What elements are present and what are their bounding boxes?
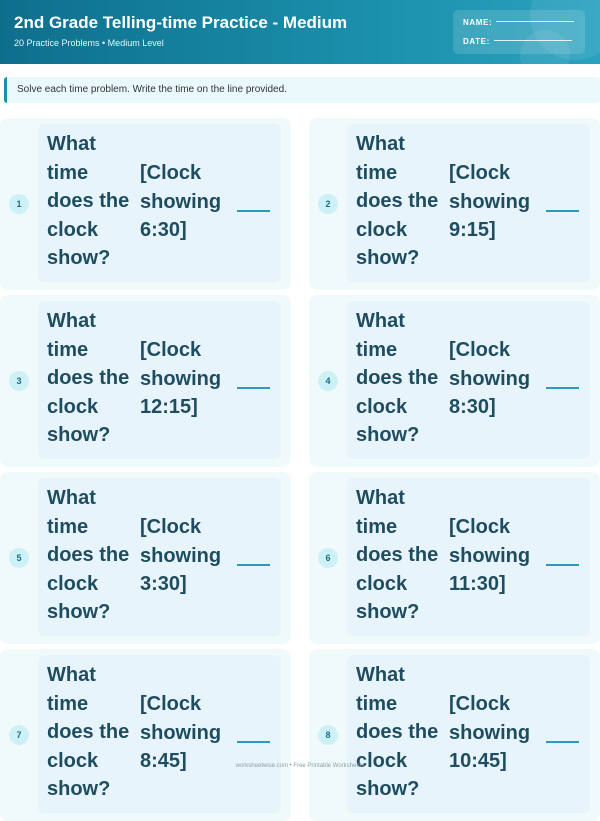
clock-line: 10:45] bbox=[449, 750, 507, 773]
problem-number-badge: 3 bbox=[9, 371, 29, 391]
clock-line: [Clock bbox=[449, 516, 511, 538]
question-line: clock bbox=[47, 218, 99, 241]
name-label: NAME: bbox=[463, 18, 493, 27]
clock-placeholder bbox=[140, 336, 232, 422]
instructions-banner bbox=[4, 77, 600, 103]
question-text bbox=[47, 661, 137, 804]
question-line: What bbox=[47, 310, 96, 332]
problem-number-badge: 6 bbox=[318, 548, 338, 568]
name-row bbox=[463, 18, 574, 27]
clock-line: 8:30] bbox=[449, 396, 496, 419]
question-text bbox=[356, 661, 446, 804]
clock-line: 9:15] bbox=[449, 219, 496, 242]
question-line: time bbox=[356, 692, 398, 715]
question-line: show? bbox=[356, 424, 420, 447]
page-title: 2nd Grade Telling-time Practice - Medium bbox=[14, 13, 348, 32]
clock-placeholder bbox=[449, 513, 541, 599]
clock-line: [Clock bbox=[140, 339, 202, 361]
answer-underline bbox=[237, 380, 270, 389]
answer-line[interactable] bbox=[237, 557, 271, 566]
problem-card bbox=[309, 118, 600, 290]
clock-line: showing bbox=[140, 721, 222, 744]
question-line: show? bbox=[47, 601, 111, 624]
question-line: show? bbox=[356, 247, 420, 270]
answer-line[interactable] bbox=[237, 380, 271, 389]
answer-underline bbox=[546, 380, 579, 389]
question-text bbox=[356, 130, 446, 273]
question-text bbox=[47, 484, 137, 627]
question-line: does the bbox=[356, 721, 439, 744]
worksheet-header bbox=[0, 0, 600, 64]
answer-underline bbox=[546, 734, 579, 743]
question-line: show? bbox=[356, 601, 420, 624]
question-line: does the bbox=[47, 190, 130, 213]
problem-number-badge: 7 bbox=[9, 725, 29, 745]
question-line: time bbox=[356, 338, 398, 361]
clock-line: showing bbox=[449, 190, 531, 213]
clock-line: 3:30] bbox=[140, 573, 187, 596]
answer-line[interactable] bbox=[237, 203, 271, 212]
question-line: What bbox=[47, 133, 96, 155]
clock-line: [Clock bbox=[140, 516, 202, 538]
answer-underline bbox=[546, 203, 579, 212]
answer-underline bbox=[237, 203, 270, 212]
question-line: show? bbox=[356, 778, 420, 801]
instructions-text: Solve each time problem. Write the time on the line provided. bbox=[17, 84, 287, 95]
answer-line[interactable] bbox=[546, 203, 580, 212]
clock-line: showing bbox=[449, 367, 531, 390]
answer-underline bbox=[237, 557, 270, 566]
question-text bbox=[47, 130, 137, 273]
question-text bbox=[356, 307, 446, 450]
question-line: time bbox=[47, 161, 89, 184]
problem-number-badge: 8 bbox=[318, 725, 338, 745]
clock-line: showing bbox=[449, 721, 531, 744]
clock-line: [Clock bbox=[140, 162, 202, 184]
clock-placeholder bbox=[140, 159, 232, 245]
question-line: does the bbox=[47, 721, 130, 744]
page-subtitle: 20 Practice Problems • Medium Level bbox=[14, 38, 164, 48]
answer-line[interactable] bbox=[546, 380, 580, 389]
question-line: clock bbox=[47, 749, 99, 772]
question-line: does the bbox=[356, 367, 439, 390]
date-label: DATE: bbox=[463, 37, 490, 46]
problem-card bbox=[309, 295, 600, 467]
problem-card bbox=[309, 649, 600, 821]
question-line: show? bbox=[47, 424, 111, 447]
question-line: does the bbox=[47, 544, 130, 567]
question-line: does the bbox=[47, 367, 130, 390]
date-row bbox=[463, 37, 572, 46]
clock-line: 6:30] bbox=[140, 219, 187, 242]
answer-line[interactable] bbox=[237, 734, 271, 743]
clock-line: [Clock bbox=[449, 693, 511, 715]
clock-line: [Clock bbox=[449, 339, 511, 361]
problem-number-badge: 2 bbox=[318, 194, 338, 214]
clock-line: 8:45] bbox=[140, 750, 187, 773]
question-line: What bbox=[356, 133, 405, 155]
question-line: clock bbox=[47, 395, 99, 418]
question-line: show? bbox=[47, 247, 111, 270]
question-line: time bbox=[47, 515, 89, 538]
clock-placeholder bbox=[140, 513, 232, 599]
problem-card bbox=[309, 472, 600, 644]
name-line[interactable] bbox=[496, 21, 574, 22]
answer-underline bbox=[546, 557, 579, 566]
question-line: time bbox=[356, 161, 398, 184]
question-line: What bbox=[47, 487, 96, 509]
problem-card bbox=[0, 649, 291, 821]
question-line: clock bbox=[356, 572, 408, 595]
question-line: time bbox=[47, 692, 89, 715]
question-line: clock bbox=[356, 218, 408, 241]
clock-placeholder bbox=[449, 159, 541, 245]
clock-line: showing bbox=[140, 367, 222, 390]
question-line: clock bbox=[356, 749, 408, 772]
question-line: What bbox=[356, 487, 405, 509]
question-text bbox=[47, 307, 137, 450]
question-line: time bbox=[356, 515, 398, 538]
question-line: does the bbox=[356, 544, 439, 567]
clock-line: showing bbox=[140, 544, 222, 567]
clock-placeholder bbox=[449, 336, 541, 422]
problem-card bbox=[0, 295, 291, 467]
question-line: What bbox=[47, 664, 96, 686]
clock-line: showing bbox=[140, 190, 222, 213]
problem-number-badge: 1 bbox=[9, 194, 29, 214]
question-line: show? bbox=[47, 778, 111, 801]
clock-line: 12:15] bbox=[140, 396, 198, 419]
problem-card bbox=[0, 472, 291, 644]
question-line: What bbox=[356, 664, 405, 686]
answer-line[interactable] bbox=[546, 557, 580, 566]
question-line: time bbox=[47, 338, 89, 361]
clock-line: [Clock bbox=[449, 162, 511, 184]
clock-line: 11:30] bbox=[449, 573, 506, 596]
answer-underline bbox=[237, 734, 270, 743]
name-date-box bbox=[453, 10, 585, 54]
footer: worksheetwise.com • Free Printable Worksheets bbox=[235, 763, 365, 769]
question-line: does the bbox=[356, 190, 439, 213]
date-line[interactable] bbox=[494, 40, 572, 41]
answer-line[interactable] bbox=[546, 734, 580, 743]
problem-card bbox=[0, 118, 291, 290]
problem-number-badge: 4 bbox=[318, 371, 338, 391]
question-text bbox=[356, 484, 446, 627]
clock-line: [Clock bbox=[140, 693, 202, 715]
question-line: clock bbox=[356, 395, 408, 418]
question-line: What bbox=[356, 310, 405, 332]
clock-line: showing bbox=[449, 544, 531, 567]
problem-number-badge: 5 bbox=[9, 548, 29, 568]
question-line: clock bbox=[47, 572, 99, 595]
